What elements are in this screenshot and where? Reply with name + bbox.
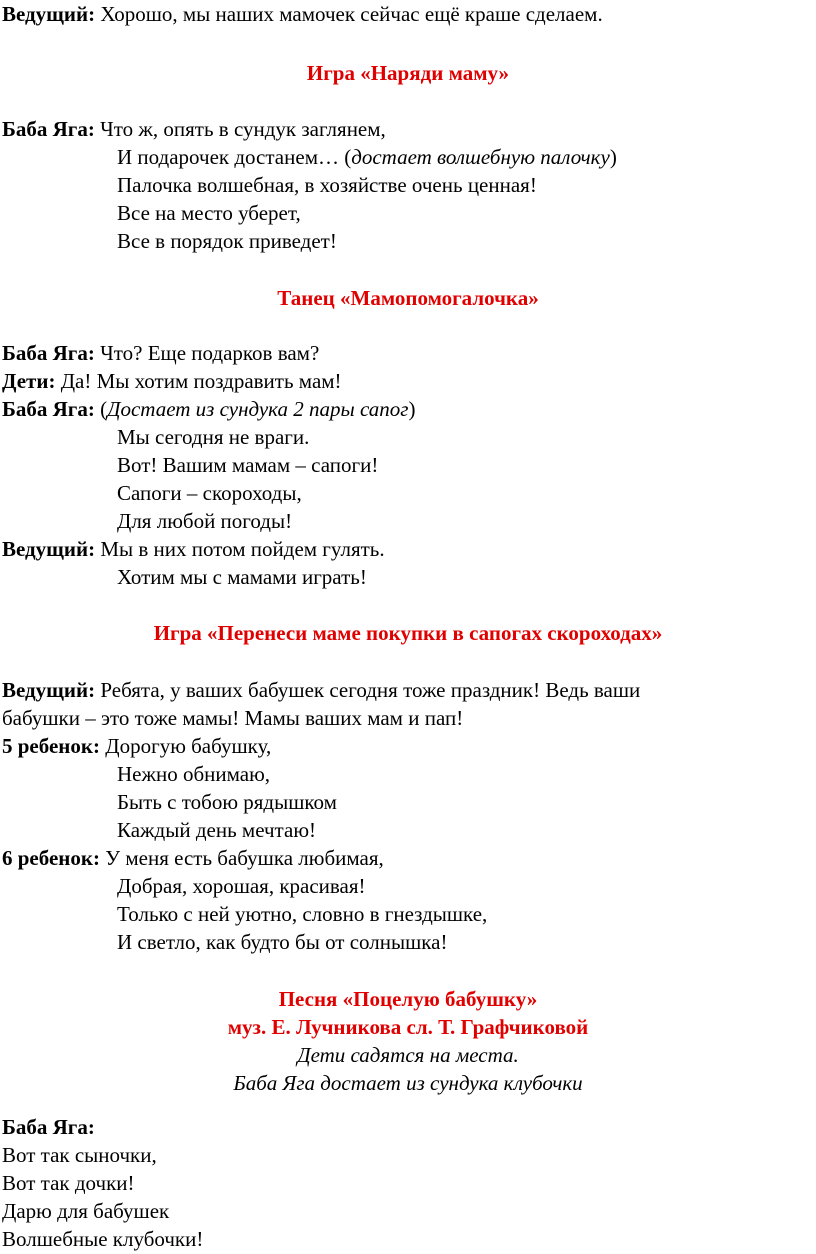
verse-line: Сапоги – скороходы,	[117, 481, 302, 505]
line-text: )	[408, 397, 416, 421]
stage-direction: Достает из сундука 2 пары сапог	[107, 397, 409, 421]
line-text: )	[609, 145, 617, 169]
line-text: Что ж, опять в сундук заглянем,	[94, 117, 386, 141]
stage-direction: достает волшебную палочку	[351, 145, 610, 169]
line-child-5	[2, 732, 271, 760]
line-baba-yaga-2	[2, 339, 319, 367]
speaker: Баба Яга:	[2, 341, 95, 365]
verse-line: И светло, как будто бы от солнышка!	[117, 930, 448, 954]
verse-line: Дарю для бабушек	[2, 1199, 170, 1223]
line-children	[2, 367, 342, 395]
line-text-continued: бабушки – это тоже мамы! Мамы ваших мам и пап!	[2, 706, 464, 730]
line-text: Хорошо, мы наших мамочек сейчас ещё краше сделаем.	[95, 2, 603, 26]
verse-line: Вот! Вашим мамам – сапоги!	[117, 453, 379, 477]
line-baba-yaga-1	[2, 115, 386, 143]
heading-game-dress-mom: Игра «Наряди маму»	[306, 61, 510, 85]
speaker: Ведущий:	[2, 678, 96, 702]
line-text: Ребята, у ваших бабушек сегодня тоже праздник! Ведь ваши	[95, 678, 641, 702]
speaker-baba-yaga: Баба Яга:	[2, 1115, 95, 1139]
speaker: Дети:	[2, 369, 56, 393]
heading-dance: Танец «Мамопомогалочка»	[277, 286, 539, 310]
line-text: Да! Мы хотим поздравить мам!	[55, 369, 342, 393]
verse-line: Все в порядок приведет!	[117, 229, 337, 253]
verse-line	[117, 143, 617, 171]
verse-line: Каждый день мечтаю!	[117, 818, 316, 842]
line-text: Дорогую бабушку,	[100, 734, 272, 758]
line-host-3	[2, 676, 640, 704]
verse-line: Мы сегодня не враги.	[117, 425, 310, 449]
speaker: 6 ребенок:	[2, 846, 100, 870]
line-baba-yaga-3	[2, 395, 415, 423]
heading-game-carry: Игра «Перенеси маме покупки в сапогах скороходах»	[153, 621, 663, 645]
verse-line: Быть с тобою рядышком	[117, 790, 337, 814]
verse-line: Добрая, хорошая, красивая!	[117, 874, 366, 898]
speaker: 5 ребенок:	[2, 734, 100, 758]
line-text: У меня есть бабушка любимая,	[100, 846, 384, 870]
line-child-6	[2, 844, 384, 872]
line-text: Мы в них потом пойдем гулять.	[95, 537, 385, 561]
speaker: Ведущий:	[2, 2, 96, 26]
verse-line: Волшебные клубочки!	[2, 1227, 204, 1251]
verse-line: Вот так дочки!	[2, 1171, 135, 1195]
line-text: Что? Еще подарков вам?	[94, 341, 320, 365]
verse-line: Для любой погоды!	[117, 509, 293, 533]
verse-line: Нежно обнимаю,	[117, 762, 271, 786]
verse-line: Палочка волшебная, в хозяйстве очень ценная!	[117, 173, 537, 197]
verse-line: Хотим мы с мамами играть!	[117, 565, 367, 589]
line-text: И подарочек достанем… (	[117, 145, 352, 169]
verse-line: Все на место уберет,	[117, 201, 301, 225]
heading-song-credits: муз. Е. Лучникова сл. Т. Графчиковой	[227, 1015, 589, 1039]
heading-song: Песня «Поцелую бабушку»	[278, 987, 538, 1011]
line-text: (	[94, 397, 108, 421]
verse-line: Вот так сыночки,	[2, 1143, 157, 1167]
speaker: Баба Яга:	[2, 397, 95, 421]
speaker: Баба Яга:	[2, 117, 95, 141]
stage-note: Дети садятся на места.	[297, 1043, 519, 1067]
stage-note: Баба Яга достает из сундука клубочки	[233, 1071, 583, 1095]
line-host-2	[2, 535, 385, 563]
verse-line: Только с ней уютно, словно в гнездышке,	[117, 902, 488, 926]
line-host-1	[2, 0, 603, 28]
speaker: Ведущий:	[2, 537, 96, 561]
